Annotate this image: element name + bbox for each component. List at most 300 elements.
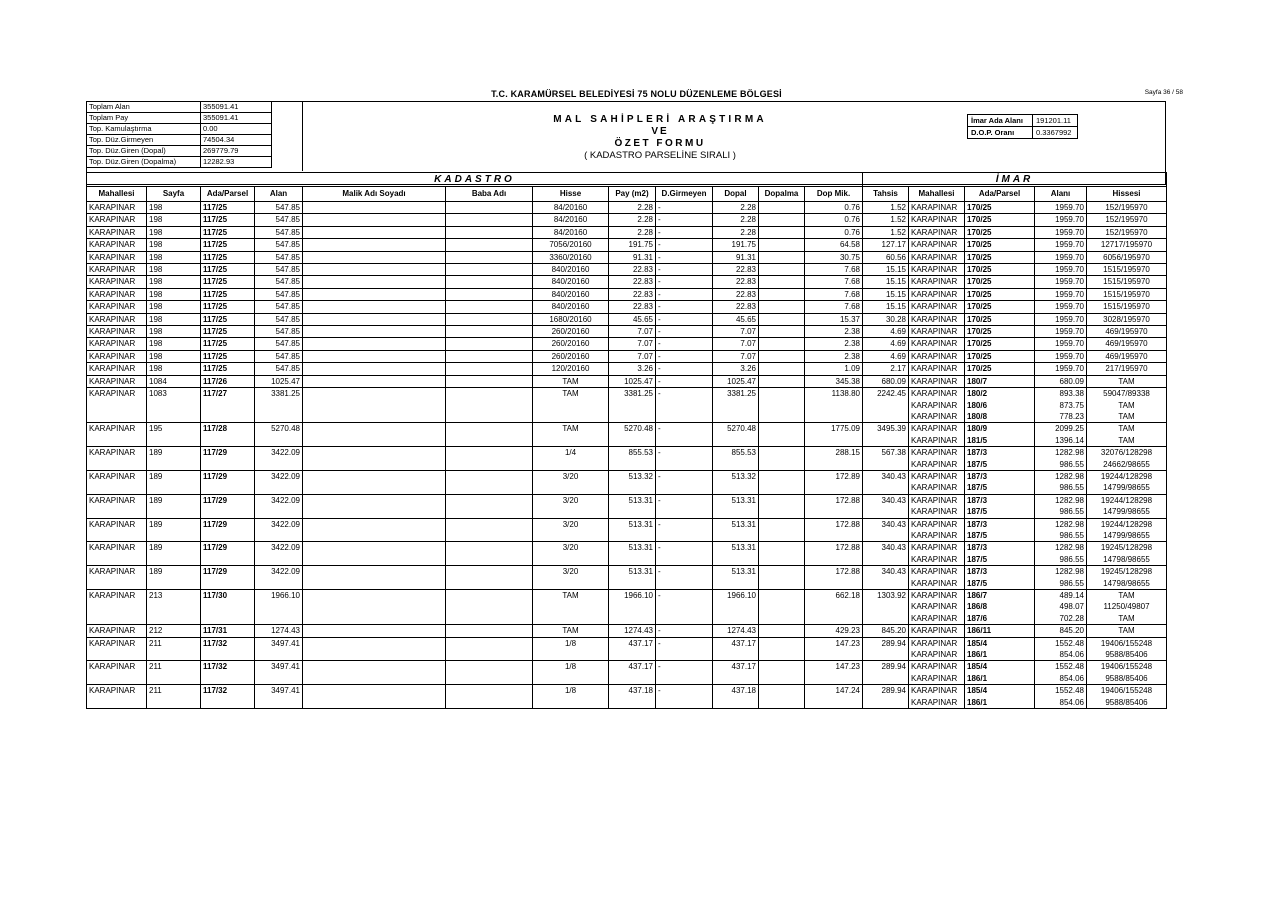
cell-imar-ada-parsel: 170/25 bbox=[965, 251, 1035, 263]
cell-pay bbox=[609, 435, 656, 447]
cell-d-girmeyen bbox=[656, 578, 713, 590]
cell-alan bbox=[255, 459, 303, 471]
cell-imar-hissesi: 217/195970 bbox=[1087, 363, 1167, 375]
cell-pay bbox=[609, 673, 656, 685]
cell-tahsis bbox=[863, 459, 909, 471]
cell-mahallesi: KARAPINAR bbox=[87, 226, 147, 238]
summary-value: 0.00 bbox=[201, 124, 272, 135]
cell-alan bbox=[255, 530, 303, 542]
cell-imar-alani: 1959.70 bbox=[1035, 251, 1087, 263]
table-row bbox=[87, 423, 1167, 435]
cell-imar-mahallesi: KARAPINAR bbox=[909, 301, 965, 313]
cell-d-girmeyen: - bbox=[656, 423, 713, 435]
column-header: Malik Adı Soyadı bbox=[303, 187, 446, 202]
cell-imar-alani: 2099.25 bbox=[1035, 423, 1087, 435]
cell-d-girmeyen bbox=[656, 411, 713, 423]
cell-d-girmeyen: - bbox=[656, 226, 713, 238]
cell-d-girmeyen: - bbox=[656, 388, 713, 400]
cell-imar-hissesi: 469/195970 bbox=[1087, 326, 1167, 338]
cell-ada-parsel: 117/27 bbox=[201, 388, 255, 400]
cell-dopal: 1025.47 bbox=[713, 375, 759, 387]
cell-dopalma bbox=[759, 625, 805, 637]
cell-tahsis: 340.43 bbox=[863, 566, 909, 578]
cell-mahallesi: KARAPINAR bbox=[87, 494, 147, 506]
cell-tahsis: 340.43 bbox=[863, 470, 909, 482]
cell-malik bbox=[303, 276, 446, 288]
cell-imar-hissesi: 9588/85406 bbox=[1087, 649, 1167, 661]
cell-sayfa: 195 bbox=[147, 423, 201, 435]
cell-imar-alani: 1959.70 bbox=[1035, 239, 1087, 251]
cell-imar-alani: 986.55 bbox=[1035, 506, 1087, 518]
cell-dop-mik: 0.76 bbox=[805, 202, 863, 214]
cell-mahallesi bbox=[87, 482, 147, 494]
cell-malik bbox=[303, 566, 446, 578]
cell-sayfa: 198 bbox=[147, 363, 201, 375]
cell-imar-ada-parsel: 180/7 bbox=[965, 375, 1035, 387]
cell-ada-parsel: 117/32 bbox=[201, 685, 255, 697]
cell-mahallesi bbox=[87, 400, 147, 411]
cell-imar-alani: 1282.98 bbox=[1035, 542, 1087, 554]
cell-ada-parsel: 117/25 bbox=[201, 350, 255, 362]
cell-imar-alani: 873.75 bbox=[1035, 400, 1087, 411]
cell-dop-mik bbox=[805, 601, 863, 612]
cell-dop-mik bbox=[805, 613, 863, 625]
cell-d-girmeyen: - bbox=[656, 363, 713, 375]
cell-hisse bbox=[533, 601, 609, 612]
cell-mahallesi: KARAPINAR bbox=[87, 214, 147, 226]
cell-dopalma bbox=[759, 554, 805, 566]
cell-d-girmeyen bbox=[656, 697, 713, 709]
table-row bbox=[87, 350, 1167, 362]
cell-tahsis: 2.17 bbox=[863, 363, 909, 375]
cell-ada-parsel: 117/29 bbox=[201, 542, 255, 554]
cell-dopalma bbox=[759, 239, 805, 251]
cell-imar-mahallesi: KARAPINAR bbox=[909, 566, 965, 578]
cell-d-girmeyen bbox=[656, 530, 713, 542]
cell-alan bbox=[255, 411, 303, 423]
cell-imar-ada-parsel: 187/5 bbox=[965, 482, 1035, 494]
cell-tahsis: 15.15 bbox=[863, 301, 909, 313]
cell-malik bbox=[303, 202, 446, 214]
cell-dopal: 513.31 bbox=[713, 518, 759, 530]
cell-dop-mik: 288.15 bbox=[805, 447, 863, 459]
cell-alan bbox=[255, 400, 303, 411]
cell-dopalma bbox=[759, 685, 805, 697]
cell-dop-mik: 15.37 bbox=[805, 313, 863, 325]
cell-dopalma bbox=[759, 459, 805, 471]
cell-dopal: 22.83 bbox=[713, 288, 759, 300]
cell-mahallesi bbox=[87, 554, 147, 566]
cell-baba bbox=[446, 251, 533, 263]
cell-dopal bbox=[713, 649, 759, 661]
cell-dop-mik bbox=[805, 435, 863, 447]
cell-alan: 3381.25 bbox=[255, 388, 303, 400]
cell-dop-mik: 7.68 bbox=[805, 276, 863, 288]
cell-d-girmeyen: - bbox=[656, 301, 713, 313]
cell-hisse bbox=[533, 482, 609, 494]
cell-alan bbox=[255, 673, 303, 685]
cell-pay: 7.07 bbox=[609, 350, 656, 362]
cell-sayfa bbox=[147, 506, 201, 518]
summary-row bbox=[87, 124, 272, 135]
cell-sayfa: 198 bbox=[147, 350, 201, 362]
cell-ada-parsel bbox=[201, 673, 255, 685]
cell-imar-alani: 1552.48 bbox=[1035, 637, 1087, 649]
cell-sayfa bbox=[147, 435, 201, 447]
cell-mahallesi: KARAPINAR bbox=[87, 637, 147, 649]
cell-dop-mik bbox=[805, 400, 863, 411]
cell-mahallesi: KARAPINAR bbox=[87, 239, 147, 251]
cell-hisse: 260/20160 bbox=[533, 338, 609, 350]
cell-tahsis: 340.43 bbox=[863, 542, 909, 554]
cell-ada-parsel bbox=[201, 601, 255, 612]
cell-malik bbox=[303, 239, 446, 251]
cell-dopal bbox=[713, 411, 759, 423]
cell-malik bbox=[303, 697, 446, 709]
cell-pay: 5270.48 bbox=[609, 423, 656, 435]
cell-ada-parsel: 117/25 bbox=[201, 326, 255, 338]
cell-tahsis: 1.52 bbox=[863, 214, 909, 226]
cell-pay: 2.28 bbox=[609, 226, 656, 238]
cell-imar-hissesi: 19245/128298 bbox=[1087, 542, 1167, 554]
cell-imar-mahallesi: KARAPINAR bbox=[909, 202, 965, 214]
cell-imar-mahallesi: KARAPINAR bbox=[909, 264, 965, 276]
cell-ada-parsel: 117/25 bbox=[201, 239, 255, 251]
cell-d-girmeyen bbox=[656, 400, 713, 411]
cell-ada-parsel: 117/29 bbox=[201, 447, 255, 459]
cell-dop-mik: 172.88 bbox=[805, 494, 863, 506]
cell-tahsis bbox=[863, 554, 909, 566]
table-row bbox=[87, 613, 1167, 625]
cell-mahallesi: KARAPINAR bbox=[87, 301, 147, 313]
cell-baba bbox=[446, 578, 533, 590]
cell-imar-hissesi: TAM bbox=[1087, 423, 1167, 435]
cell-malik bbox=[303, 423, 446, 435]
summary-label: Top. Düz.Giren (Dopal) bbox=[87, 146, 201, 157]
table-row bbox=[87, 226, 1167, 238]
table-row bbox=[87, 518, 1167, 530]
cell-dopalma bbox=[759, 423, 805, 435]
cell-baba bbox=[446, 673, 533, 685]
cell-imar-mahallesi: KARAPINAR bbox=[909, 530, 965, 542]
cell-dopal: 513.32 bbox=[713, 470, 759, 482]
cell-dopal: 437.18 bbox=[713, 685, 759, 697]
cell-d-girmeyen: - bbox=[656, 264, 713, 276]
cell-alan: 5270.48 bbox=[255, 423, 303, 435]
cell-dopalma bbox=[759, 601, 805, 612]
cell-imar-ada-parsel: 187/3 bbox=[965, 542, 1035, 554]
cell-ada-parsel: 117/29 bbox=[201, 566, 255, 578]
cell-d-girmeyen bbox=[656, 554, 713, 566]
cell-imar-hissesi: 469/195970 bbox=[1087, 338, 1167, 350]
cell-malik bbox=[303, 251, 446, 263]
cell-pay bbox=[609, 411, 656, 423]
cell-dop-mik: 1138.80 bbox=[805, 388, 863, 400]
cell-hisse bbox=[533, 673, 609, 685]
cell-d-girmeyen bbox=[656, 673, 713, 685]
cell-dopal bbox=[713, 697, 759, 709]
summary-label: Top. Kamulaştırma bbox=[87, 124, 201, 135]
cell-dopalma bbox=[759, 613, 805, 625]
cell-imar-hissesi: 14799/98655 bbox=[1087, 506, 1167, 518]
cell-dopalma bbox=[759, 590, 805, 602]
cell-malik bbox=[303, 214, 446, 226]
cell-dop-mik: 172.88 bbox=[805, 542, 863, 554]
cell-tahsis bbox=[863, 411, 909, 423]
cell-mahallesi bbox=[87, 578, 147, 590]
cell-hisse: TAM bbox=[533, 590, 609, 602]
cell-imar-mahallesi: KARAPINAR bbox=[909, 661, 965, 673]
cell-dopal: 22.83 bbox=[713, 301, 759, 313]
cell-hisse: 260/20160 bbox=[533, 326, 609, 338]
cell-tahsis: 4.69 bbox=[863, 350, 909, 362]
cell-d-girmeyen bbox=[656, 613, 713, 625]
cell-dopal bbox=[713, 400, 759, 411]
cell-alan: 547.85 bbox=[255, 226, 303, 238]
imar-info-value: 0.3367992 bbox=[1033, 127, 1078, 139]
cell-imar-ada-parsel: 186/1 bbox=[965, 649, 1035, 661]
cell-imar-mahallesi: KARAPINAR bbox=[909, 637, 965, 649]
table-row bbox=[87, 601, 1167, 612]
cell-baba bbox=[446, 554, 533, 566]
cell-imar-mahallesi: KARAPINAR bbox=[909, 470, 965, 482]
cell-imar-ada-parsel: 170/25 bbox=[965, 226, 1035, 238]
cell-sayfa bbox=[147, 554, 201, 566]
cell-imar-ada-parsel: 170/25 bbox=[965, 239, 1035, 251]
cell-ada-parsel: 117/32 bbox=[201, 661, 255, 673]
cell-tahsis: 1.52 bbox=[863, 202, 909, 214]
page-number: Sayfa 36 / 58 bbox=[1144, 89, 1183, 96]
cell-baba bbox=[446, 411, 533, 423]
summary-row bbox=[87, 135, 272, 146]
cell-imar-hissesi: 14799/98655 bbox=[1087, 530, 1167, 542]
table-row bbox=[87, 338, 1167, 350]
cell-mahallesi: KARAPINAR bbox=[87, 251, 147, 263]
cell-mahallesi bbox=[87, 506, 147, 518]
cell-d-girmeyen bbox=[656, 459, 713, 471]
cell-hisse bbox=[533, 578, 609, 590]
table-row bbox=[87, 578, 1167, 590]
cell-imar-mahallesi: KARAPINAR bbox=[909, 435, 965, 447]
cell-dopalma bbox=[759, 226, 805, 238]
cell-sayfa bbox=[147, 459, 201, 471]
cell-baba bbox=[446, 494, 533, 506]
cell-imar-mahallesi: KARAPINAR bbox=[909, 685, 965, 697]
cell-sayfa: 211 bbox=[147, 685, 201, 697]
cell-dopal bbox=[713, 482, 759, 494]
table-row bbox=[87, 264, 1167, 276]
summary-label: Top. Düz.Giren (Dopalma) bbox=[87, 157, 201, 168]
cell-dopalma bbox=[759, 313, 805, 325]
summary-row bbox=[87, 102, 272, 113]
cell-d-girmeyen bbox=[656, 506, 713, 518]
cell-alan: 547.85 bbox=[255, 338, 303, 350]
cell-imar-alani: 986.55 bbox=[1035, 459, 1087, 471]
cell-imar-ada-parsel: 170/25 bbox=[965, 338, 1035, 350]
cell-imar-ada-parsel: 170/25 bbox=[965, 301, 1035, 313]
cell-dop-mik bbox=[805, 506, 863, 518]
cell-malik bbox=[303, 649, 446, 661]
cell-imar-hissesi: 14798/98655 bbox=[1087, 554, 1167, 566]
cell-d-girmeyen: - bbox=[656, 518, 713, 530]
column-header: Mahallesi bbox=[87, 187, 147, 202]
cell-dop-mik bbox=[805, 459, 863, 471]
cell-imar-alani: 1282.98 bbox=[1035, 566, 1087, 578]
cell-dop-mik: 2.38 bbox=[805, 350, 863, 362]
cell-ada-parsel bbox=[201, 506, 255, 518]
cell-dopal: 7.07 bbox=[713, 326, 759, 338]
cell-dopalma bbox=[759, 494, 805, 506]
cell-tahsis bbox=[863, 530, 909, 542]
table-row bbox=[87, 202, 1167, 214]
cell-hisse: 1/8 bbox=[533, 637, 609, 649]
cell-imar-hissesi: 19245/128298 bbox=[1087, 566, 1167, 578]
cell-dopal: 513.31 bbox=[713, 494, 759, 506]
cell-alan: 547.85 bbox=[255, 363, 303, 375]
cell-malik bbox=[303, 530, 446, 542]
cell-dop-mik: 172.88 bbox=[805, 518, 863, 530]
cell-dopal bbox=[713, 459, 759, 471]
cell-ada-parsel bbox=[201, 613, 255, 625]
cell-sayfa: 189 bbox=[147, 518, 201, 530]
cell-dop-mik: 64.58 bbox=[805, 239, 863, 251]
table-row bbox=[87, 363, 1167, 375]
cell-baba bbox=[446, 264, 533, 276]
cell-dopalma bbox=[759, 276, 805, 288]
cell-mahallesi: KARAPINAR bbox=[87, 288, 147, 300]
cell-hisse: 1/8 bbox=[533, 685, 609, 697]
cell-imar-mahallesi: KARAPINAR bbox=[909, 459, 965, 471]
cell-imar-mahallesi: KARAPINAR bbox=[909, 226, 965, 238]
cell-tahsis: 30.28 bbox=[863, 313, 909, 325]
cell-tahsis bbox=[863, 482, 909, 494]
cell-ada-parsel: 117/25 bbox=[201, 288, 255, 300]
cell-imar-mahallesi: KARAPINAR bbox=[909, 400, 965, 411]
cell-dop-mik: 7.68 bbox=[805, 288, 863, 300]
cell-sayfa: 189 bbox=[147, 447, 201, 459]
cell-pay: 855.53 bbox=[609, 447, 656, 459]
cell-ada-parsel: 117/29 bbox=[201, 470, 255, 482]
imar-info-label: D.O.P. Oranı bbox=[968, 127, 1033, 139]
form-subtitle: ( KADASTRO PARSELİNE SIRALI ) bbox=[584, 150, 736, 161]
cell-sayfa: 189 bbox=[147, 542, 201, 554]
cell-ada-parsel bbox=[201, 482, 255, 494]
table-row bbox=[87, 566, 1167, 578]
cell-pay bbox=[609, 506, 656, 518]
cell-imar-ada-parsel: 187/3 bbox=[965, 470, 1035, 482]
cell-pay: 2.28 bbox=[609, 202, 656, 214]
table-row bbox=[87, 590, 1167, 602]
cell-hisse bbox=[533, 613, 609, 625]
cell-alan: 547.85 bbox=[255, 301, 303, 313]
cell-tahsis: 15.15 bbox=[863, 264, 909, 276]
cell-imar-ada-parsel: 187/5 bbox=[965, 554, 1035, 566]
cell-hisse: 840/20160 bbox=[533, 276, 609, 288]
cell-imar-mahallesi: KARAPINAR bbox=[909, 338, 965, 350]
cell-imar-ada-parsel: 186/7 bbox=[965, 590, 1035, 602]
cell-baba bbox=[446, 613, 533, 625]
table-row bbox=[87, 239, 1167, 251]
cell-malik bbox=[303, 301, 446, 313]
cell-hisse: TAM bbox=[533, 625, 609, 637]
cell-sayfa bbox=[147, 613, 201, 625]
cell-sayfa: 198 bbox=[147, 338, 201, 350]
cell-malik bbox=[303, 411, 446, 423]
cell-imar-ada-parsel: 170/25 bbox=[965, 326, 1035, 338]
cell-mahallesi bbox=[87, 673, 147, 685]
cell-dopal: 437.17 bbox=[713, 637, 759, 649]
cell-mahallesi bbox=[87, 411, 147, 423]
cell-sayfa: 213 bbox=[147, 590, 201, 602]
cell-mahallesi: KARAPINAR bbox=[87, 338, 147, 350]
imar-info-table bbox=[967, 114, 1078, 139]
cell-sayfa bbox=[147, 673, 201, 685]
cell-alan: 3422.09 bbox=[255, 494, 303, 506]
cell-imar-alani: 1282.98 bbox=[1035, 494, 1087, 506]
cell-imar-alani: 702.28 bbox=[1035, 613, 1087, 625]
cell-imar-ada-parsel: 180/2 bbox=[965, 388, 1035, 400]
cell-dopalma bbox=[759, 411, 805, 423]
cell-imar-alani: 1282.98 bbox=[1035, 470, 1087, 482]
cell-pay: 513.32 bbox=[609, 470, 656, 482]
cell-ada-parsel: 117/31 bbox=[201, 625, 255, 637]
cell-dopal bbox=[713, 554, 759, 566]
cell-mahallesi: KARAPINAR bbox=[87, 202, 147, 214]
cell-pay: 22.83 bbox=[609, 288, 656, 300]
table-row bbox=[87, 506, 1167, 518]
cell-sayfa bbox=[147, 411, 201, 423]
cell-pay: 513.31 bbox=[609, 494, 656, 506]
cell-dopal: 437.17 bbox=[713, 661, 759, 673]
cell-malik bbox=[303, 363, 446, 375]
cell-imar-hissesi: 6056/195970 bbox=[1087, 251, 1167, 263]
cell-mahallesi bbox=[87, 649, 147, 661]
cell-mahallesi bbox=[87, 697, 147, 709]
cell-mahallesi: KARAPINAR bbox=[87, 388, 147, 400]
cell-d-girmeyen: - bbox=[656, 288, 713, 300]
cell-d-girmeyen: - bbox=[656, 637, 713, 649]
cell-dop-mik: 2.38 bbox=[805, 326, 863, 338]
cell-d-girmeyen bbox=[656, 435, 713, 447]
cell-imar-mahallesi: KARAPINAR bbox=[909, 590, 965, 602]
cell-alan bbox=[255, 649, 303, 661]
cell-pay: 513.31 bbox=[609, 542, 656, 554]
cell-imar-mahallesi: KARAPINAR bbox=[909, 350, 965, 362]
cell-imar-hissesi: 152/195970 bbox=[1087, 214, 1167, 226]
cell-pay: 437.17 bbox=[609, 661, 656, 673]
cell-mahallesi: KARAPINAR bbox=[87, 625, 147, 637]
cell-dopal bbox=[713, 673, 759, 685]
cell-baba bbox=[446, 214, 533, 226]
cell-baba bbox=[446, 661, 533, 673]
column-header: Hissesi bbox=[1087, 187, 1167, 202]
cell-imar-ada-parsel: 180/9 bbox=[965, 423, 1035, 435]
cell-alan: 547.85 bbox=[255, 202, 303, 214]
cell-imar-ada-parsel: 180/6 bbox=[965, 400, 1035, 411]
cell-imar-ada-parsel: 185/4 bbox=[965, 661, 1035, 673]
cell-dopalma bbox=[759, 470, 805, 482]
cell-dop-mik bbox=[805, 649, 863, 661]
cell-d-girmeyen: - bbox=[656, 239, 713, 251]
cell-hisse bbox=[533, 506, 609, 518]
cell-pay: 22.83 bbox=[609, 301, 656, 313]
cell-malik bbox=[303, 482, 446, 494]
cell-ada-parsel: 117/32 bbox=[201, 637, 255, 649]
cell-baba bbox=[446, 542, 533, 554]
cell-imar-hissesi: 19244/128298 bbox=[1087, 518, 1167, 530]
cell-d-girmeyen: - bbox=[656, 661, 713, 673]
summary-row bbox=[87, 146, 272, 157]
